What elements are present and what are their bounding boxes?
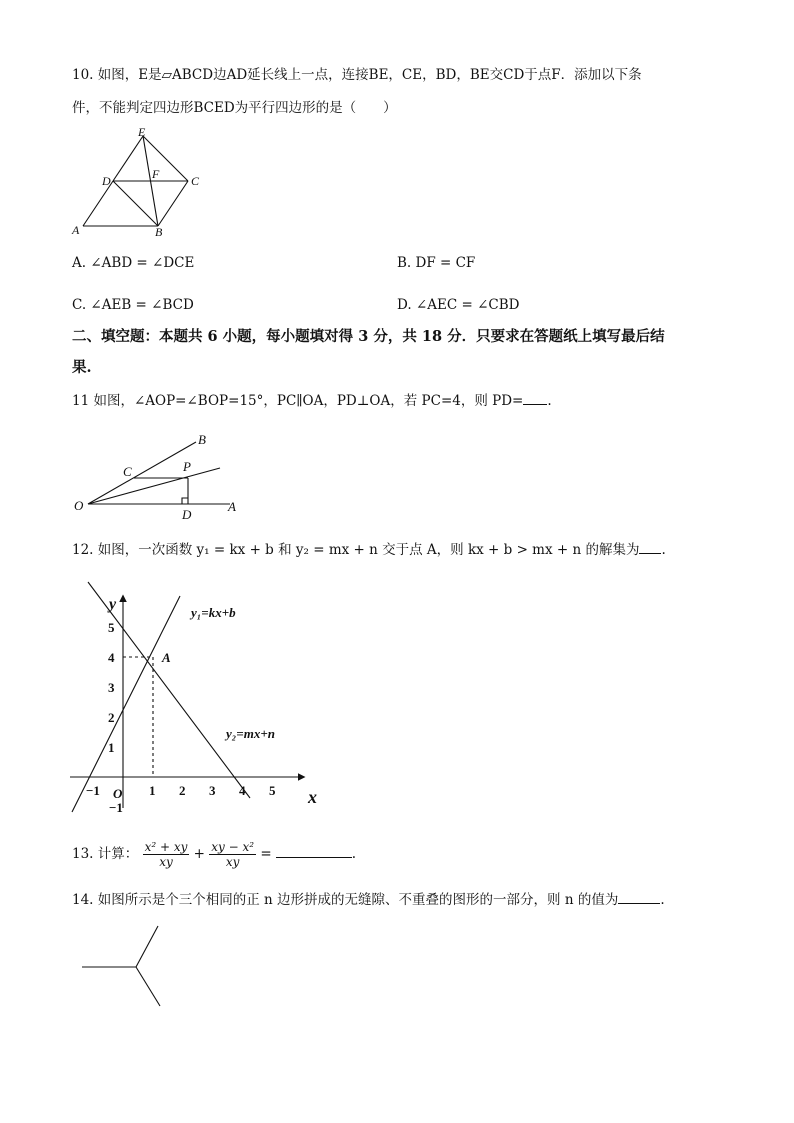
label-O: O: [74, 498, 84, 513]
q13-fraction-2: [209, 840, 256, 869]
q12-linear-function-graph: [66, 576, 336, 816]
graph-origin-label: O: [113, 786, 123, 801]
q12-end: .: [661, 542, 666, 558]
q10-parallelogram-figure: [70, 126, 220, 238]
graph-y-tick-3: 3: [108, 680, 115, 695]
q10-text-line2: 件，不能判定四边形BCED为平行四边形的是（ ）: [72, 100, 397, 116]
graph-x-tick-2: 2: [179, 783, 186, 798]
q13-fraction-1: [143, 840, 190, 869]
graph-x-tick-neg1: −1: [86, 783, 100, 798]
graph-y-axis-label: y: [109, 596, 117, 613]
graph-x-tick-1: 1: [149, 783, 156, 798]
graph-y-tick-2: 2: [108, 710, 115, 725]
q10-option-b[interactable]: B. DF = CF: [397, 255, 476, 271]
label-B: B: [198, 432, 206, 447]
q10-text-line1: 10. 如图，E是▱ABCD边AD延长线上一点，连接BE，CE，BD，BE交CD于点F．添加以下条: [72, 67, 642, 83]
q13-end: .: [351, 846, 356, 862]
q13-text: [72, 834, 356, 874]
graph-x-tick-3: 3: [209, 783, 216, 798]
q14-polygon-vertex-figure: [78, 922, 168, 1012]
label-A: A: [72, 223, 80, 237]
q13-frac2-numerator: xy − x²: [211, 840, 255, 854]
graph-x-tick-4: 4: [239, 783, 246, 798]
q11-answer-blank[interactable]: [523, 391, 547, 405]
q11-end: .: [547, 393, 552, 409]
q14-text: [72, 890, 665, 909]
graph-y-tick-5: 5: [108, 620, 115, 635]
graph-y-tick-4: 4: [108, 650, 115, 665]
q13-frac1-numerator: x² + xy: [144, 840, 188, 854]
section2-heading-line2: 果.: [72, 359, 92, 376]
q10-option-c[interactable]: C. ∠AEB = ∠BCD: [72, 297, 194, 313]
q13-equals: =: [260, 846, 272, 862]
label-P: P: [183, 459, 191, 474]
q13-prefix: 13. 计算：: [72, 846, 139, 862]
q13-frac2-denominator: xy: [225, 855, 240, 869]
q11-stem: 11 如图，∠AOP=∠BOP=15°，PC∥OA，PD⊥OA，若 PC=4，则 PD=: [72, 393, 524, 409]
q10-option-a[interactable]: A. ∠ABD = ∠DCE: [72, 255, 195, 271]
label-E: E: [138, 126, 146, 139]
graph-x-tick-5: 5: [269, 783, 276, 798]
q12-answer-blank[interactable]: [639, 540, 661, 554]
label-C: C: [191, 174, 200, 188]
q12-stem: 12. 如图，一次函数 y₁ = kx + b 和 y₂ = mx + n 交于点 A，则 kx + b > mx + n 的解集为: [72, 542, 640, 558]
graph-x-axis-label: x: [308, 787, 317, 807]
q13-answer-blank[interactable]: [276, 844, 352, 858]
graph-y-tick-neg1: −1: [109, 800, 123, 815]
label-C: C: [123, 464, 132, 479]
label-D: D: [102, 174, 111, 188]
label-D: D: [182, 507, 192, 522]
label-F: F: [152, 167, 160, 181]
q11-text: [72, 391, 552, 410]
graph-y-tick-1: 1: [108, 740, 115, 755]
q13-plus: +: [193, 846, 205, 862]
q13-frac1-denominator: xy: [159, 855, 173, 869]
q14-end: .: [660, 892, 665, 908]
graph-line2-label: y₂=mx+n: [226, 726, 275, 741]
graph-point-a-label: A: [162, 650, 171, 665]
q14-answer-blank[interactable]: [618, 890, 660, 904]
q11-angle-figure: [70, 430, 250, 522]
q12-text: [72, 540, 666, 559]
section2-heading-line1: 二、填空题：本题共 6 小题，每小题填对得 3 分，共 18 分．只要求在答题纸上填写最后结: [72, 328, 665, 345]
label-B: B: [155, 225, 163, 238]
graph-line1-label: y₁=kx+b: [191, 605, 236, 620]
label-A: A: [228, 499, 236, 514]
q10-option-d[interactable]: D. ∠AEC = ∠CBD: [397, 297, 520, 313]
q14-stem: 14. 如图所示是个三个相同的正 n 边形拼成的无缝隙、不重叠的图形的一部分，则 n 的值为: [72, 892, 619, 908]
